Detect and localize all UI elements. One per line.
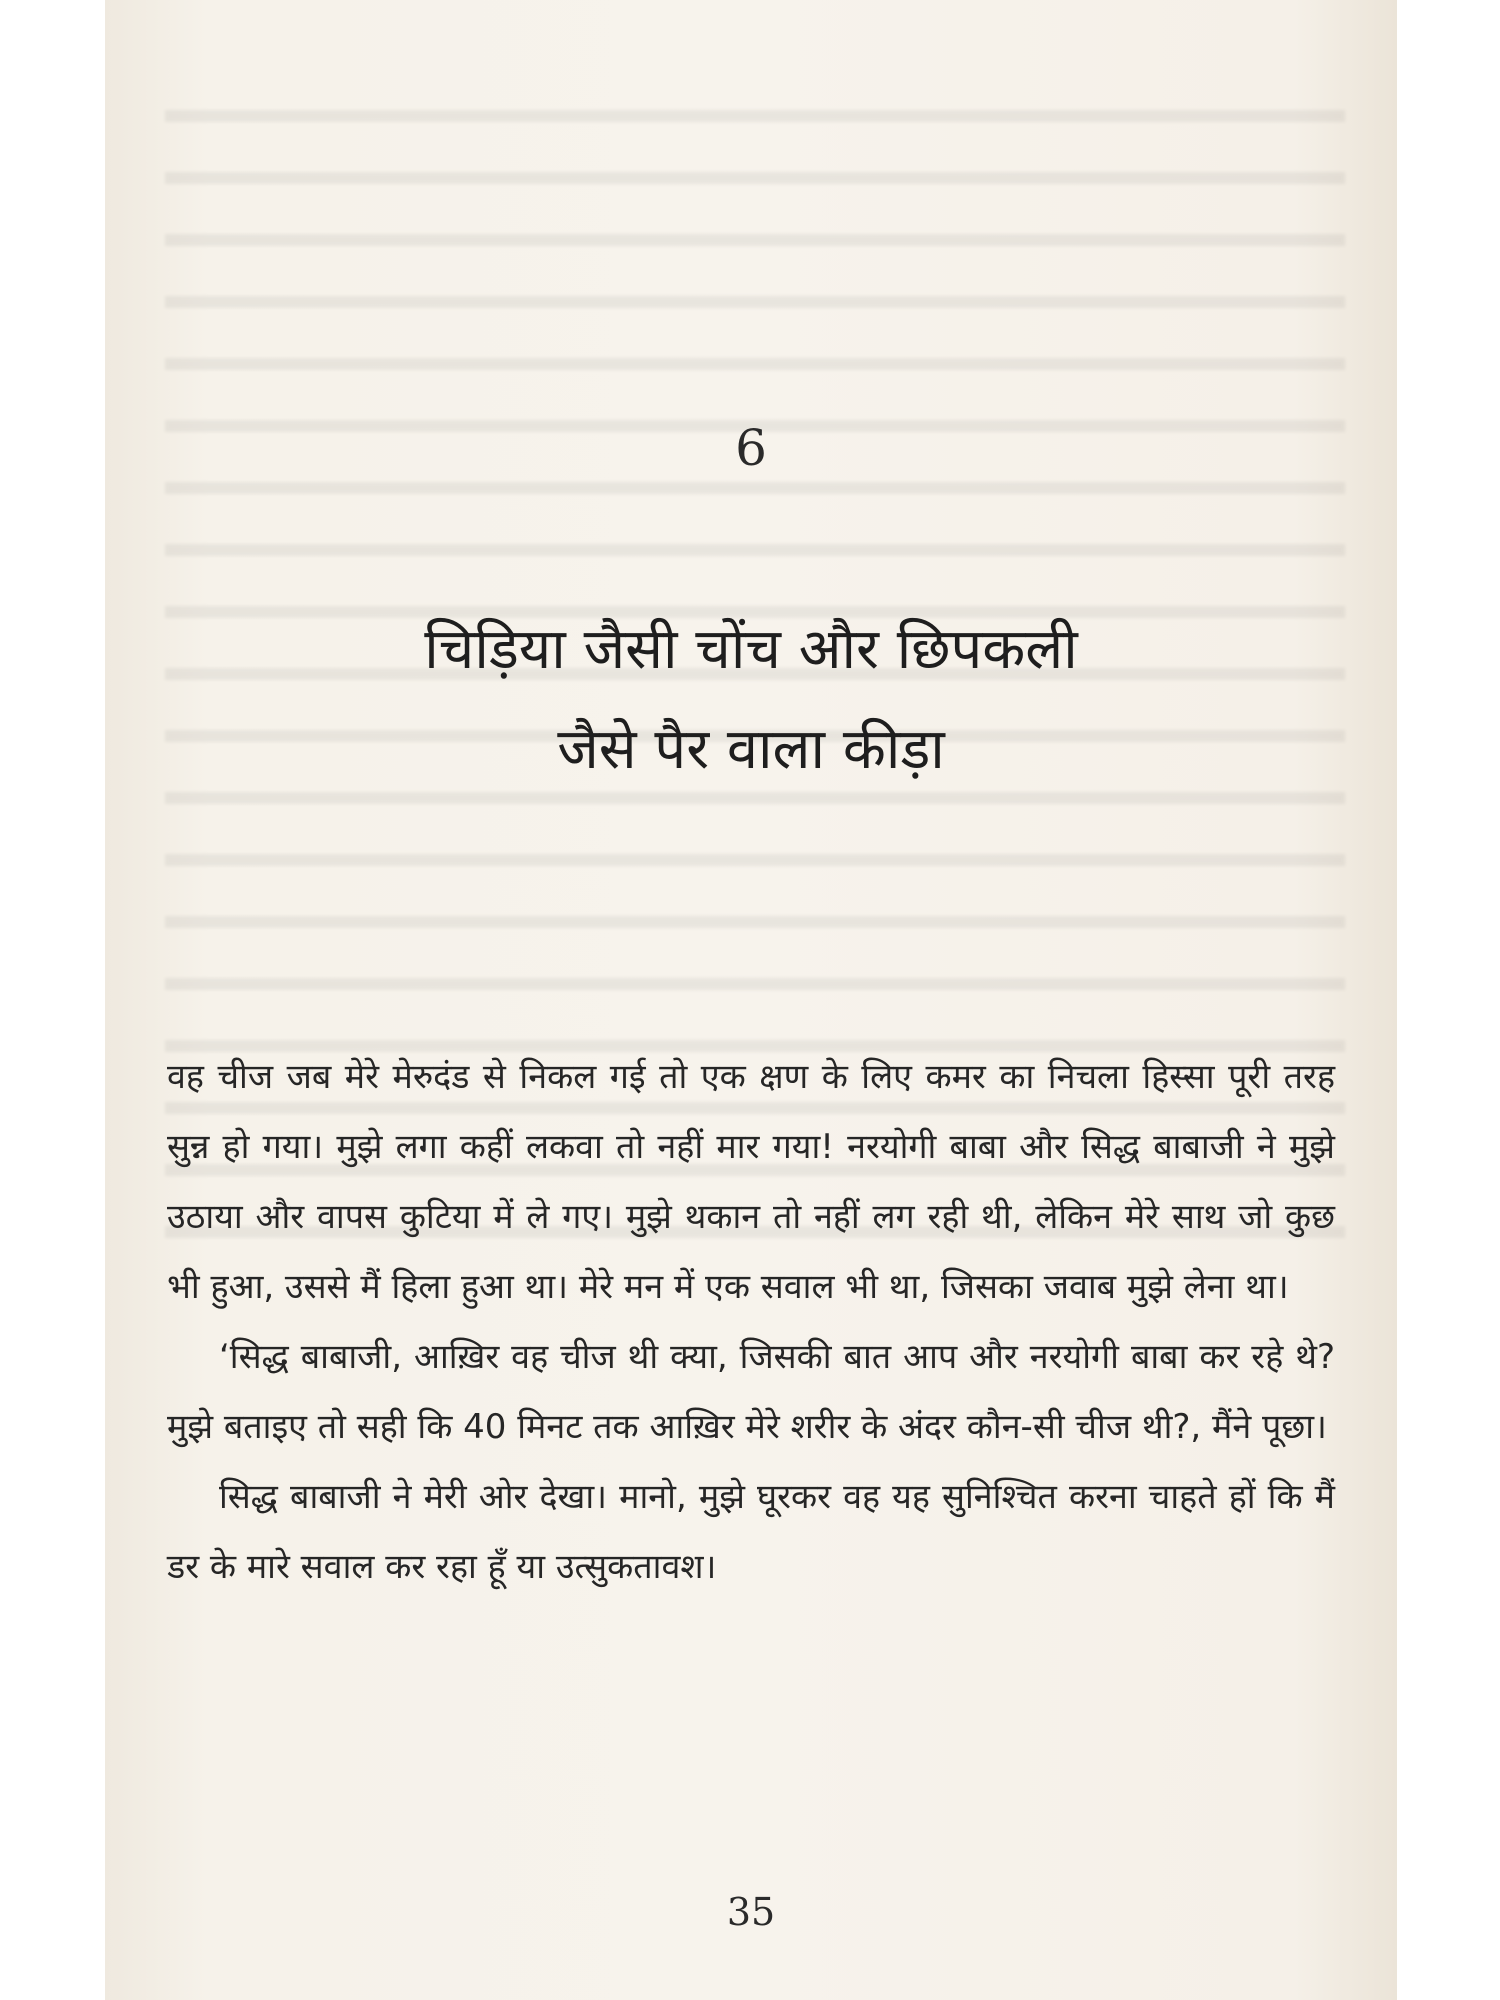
page-number: 35 [726,1890,776,1934]
chapter-number: 6 [735,419,767,477]
paragraph-3: सिद्ध बाबाजी ने मेरी ओर देखा। मानो, मुझे घूरकर वह यह सुनिश्चित करना चाहते हों कि मैं डर के मारे सवाल कर रहा हूँ या उत्सुकतावश। [167,1477,1335,1587]
body-text [167,1042,1335,1602]
paragraph-2: ‘सिद्ध बाबाजी, आख़िर वह चीज थी क्या, जिसकी बात आप और नरयोगी बाबा कर रहे थे? मुझे बताइए तो सही कि 40 मिनट तक आख़िर मेरे शरीर के अंदर कौन-सी चीज थी?, मैंने पूछा। [167,1337,1335,1447]
chapter-title [105,600,1397,800]
chapter-title-line-1: चिड़िया जैसी चोंच और छिपकली [424,617,1078,682]
chapter-title-line-2: जैसे पैर वाला कीड़ा [557,717,945,782]
paragraph-1: वह चीज जब मेरे मेरुदंड से निकल गई तो एक क्षण के लिए कमर का निचला हिस्सा पूरी तरह सुन्न हो गया। मुझे लगा कहीं लकवा तो नहीं मार गया! नरयोगी बाबा और सिद्ध बाबाजी ने मुझे उठाया और वापस कुटिया में ले गए। मुझे थकान तो नहीं लग रही थी, लेकिन मेरे साथ जो कुछ भी हुआ, उससे मैं हिला हुआ था। मेरे मन में एक सवाल भी था, जिसका जवाब मुझे लेना था। [167,1057,1335,1307]
book-page [105,0,1397,2000]
